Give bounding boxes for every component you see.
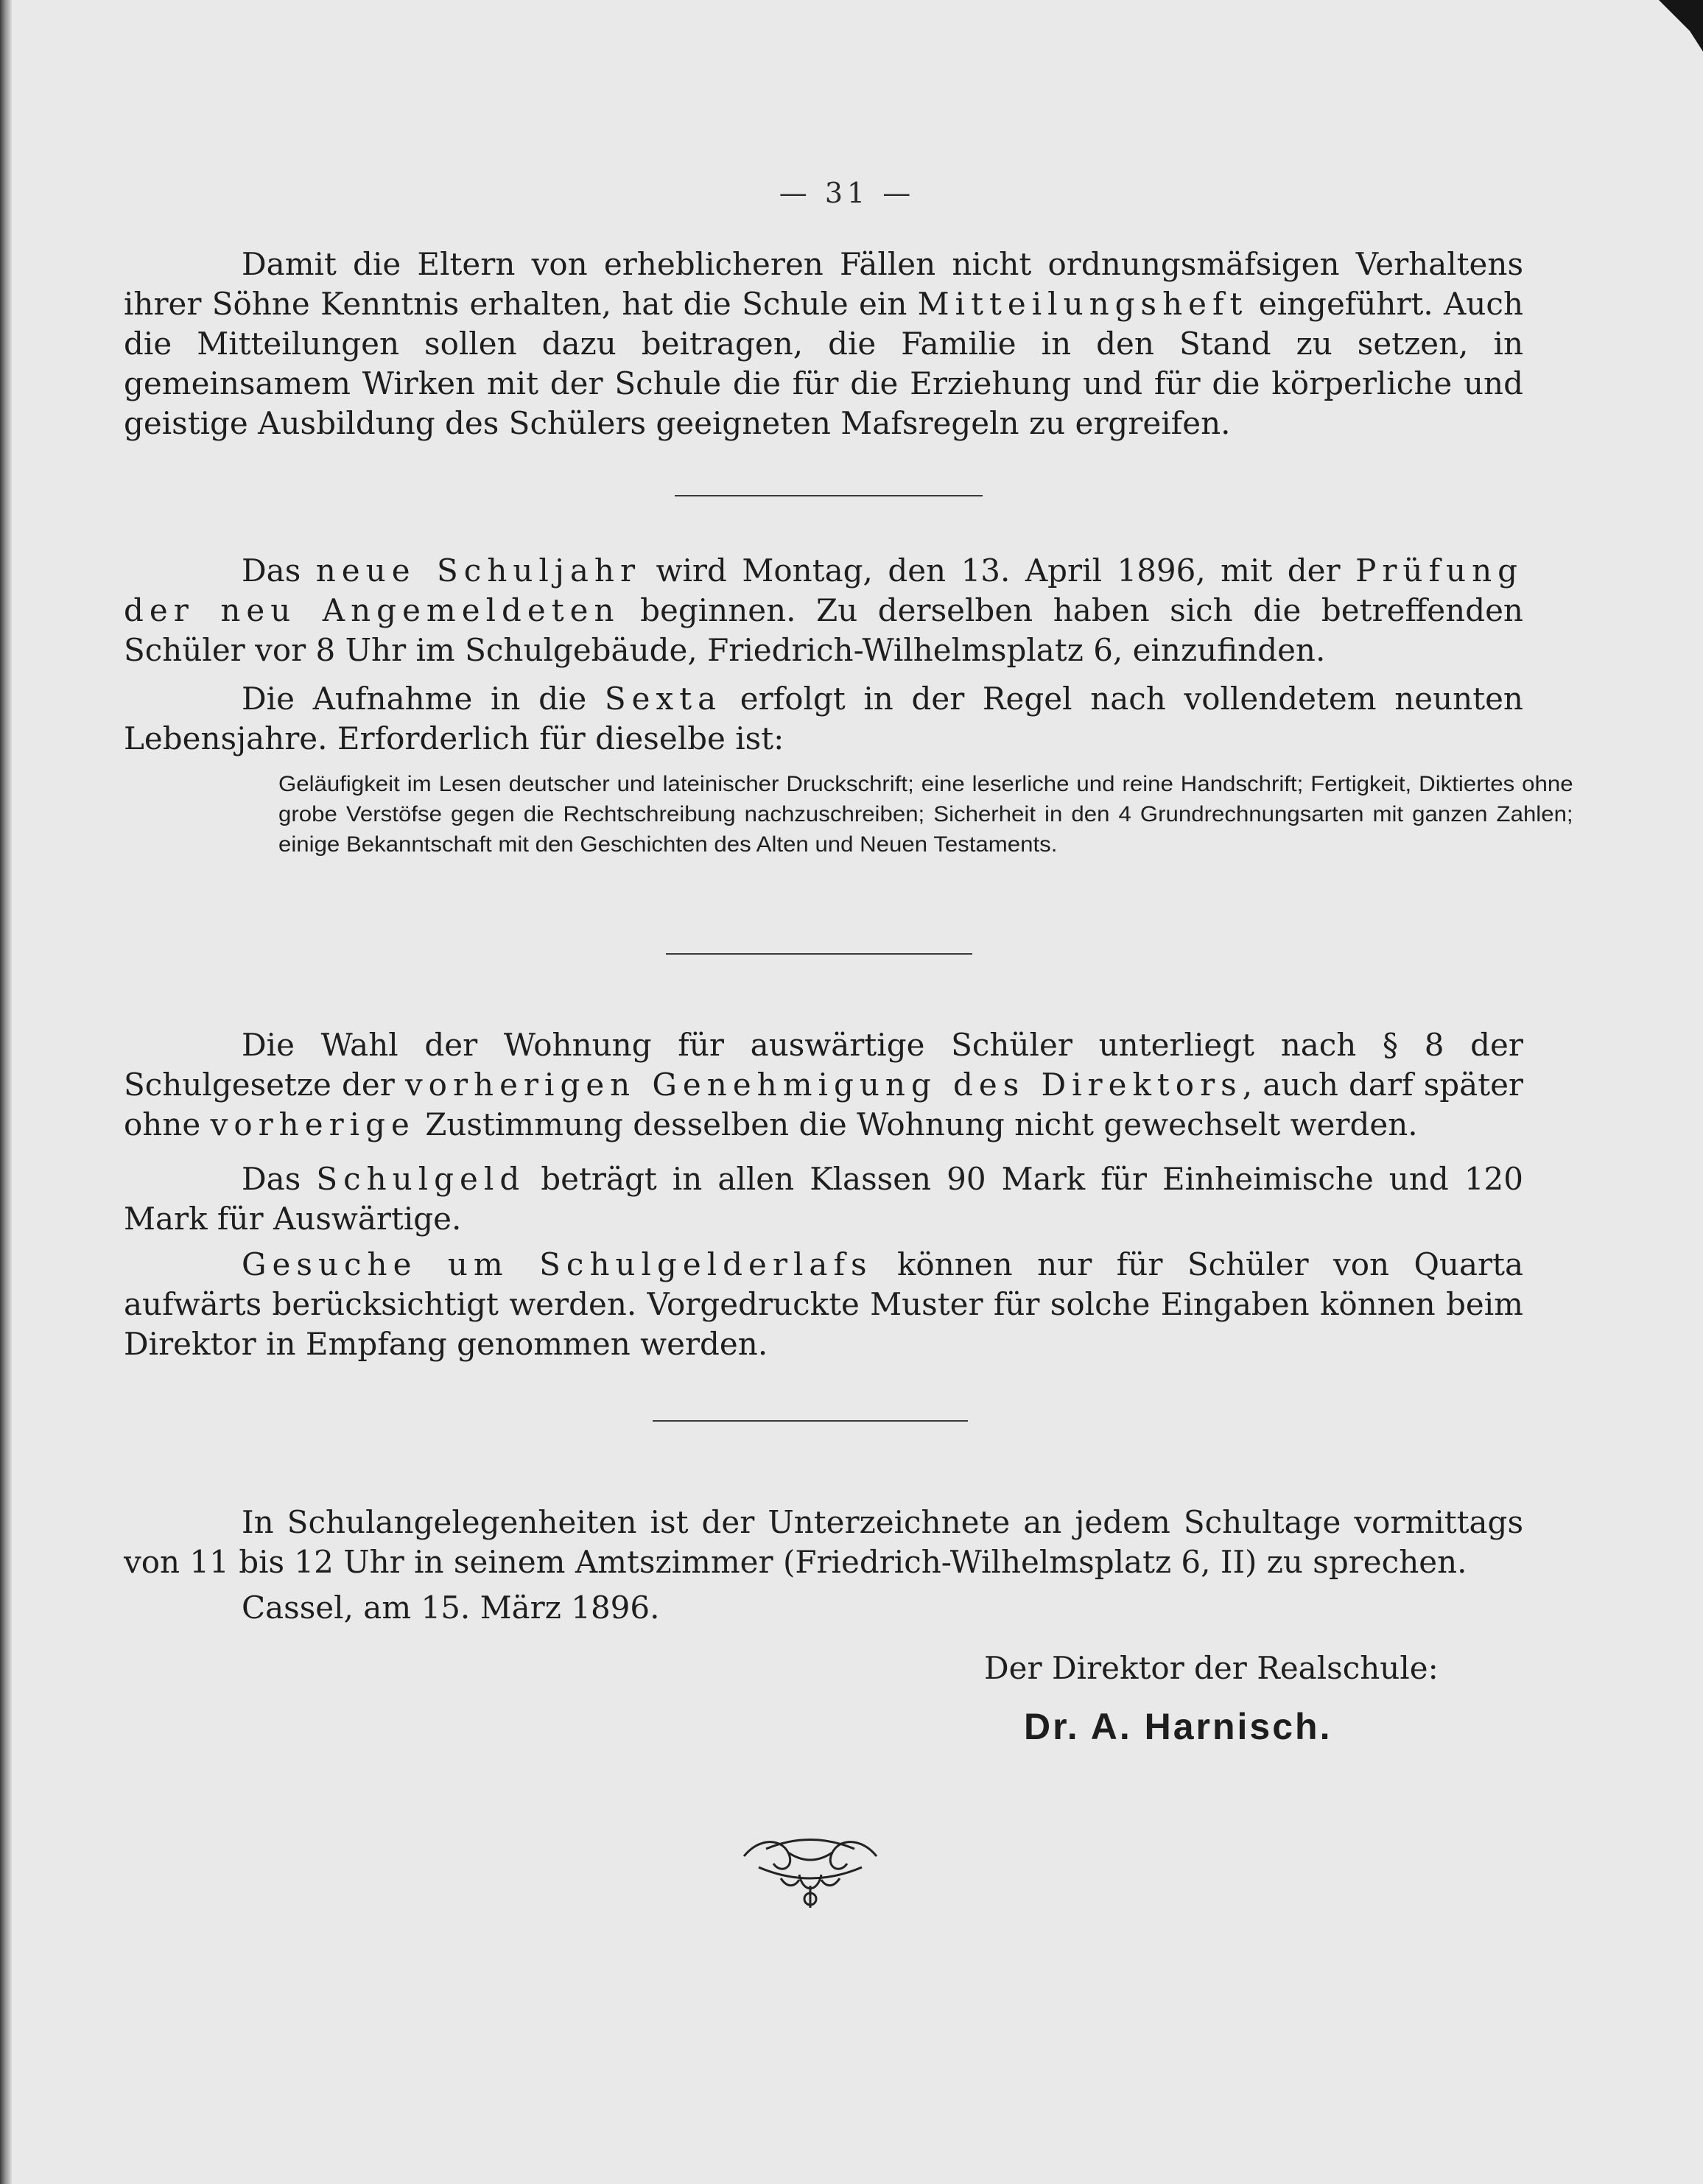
section-divider — [666, 953, 972, 955]
decorative-vignette-icon — [737, 1834, 884, 1915]
signature-title: Der Direktor der Realschule: — [984, 1650, 1439, 1686]
signature-name: Dr. A. Harnisch. — [1024, 1706, 1332, 1747]
section-divider — [653, 1420, 968, 1422]
page-corner — [1659, 0, 1703, 52]
page-binding-edge — [0, 0, 12, 2184]
paragraph-notice-book: Damit die Eltern von erheblicheren Fällen nicht ordnungsmäfsigen Verhaltens ihrer Söhne Kenntnis erhalten, hat die Schule ein Mitteilungsheft eingeführt. Auch die Mitteilungen sollen dazu beitragen, die Familie in den Stand zu setzen, in gemeinsamem Wirken mit der Schule die für die Erziehung und für die körperliche und geistige Ausbildung des Schülers geeigneten Mafsregeln zu ergreifen. — [124, 246, 1523, 441]
page-number: — 31 — — [779, 177, 916, 209]
paragraph-new-school-year: Das neue Schuljahr wird Montag, den 13. April 1896, mit der Prüfung der neu Angemeldeten beginnen. Zu derselben haben sich die betreffenden Schüler vor 8 Uhr im Schulgebäude, Friedrich-Wilhelmsplatz 6, einzufinden. — [124, 552, 1524, 668]
paragraph-fee-waiver: Gesuche um Schulgelderlafs können nur für Schüler von Quarta aufwärts berücksichtigt werden. Vorgedruckte Muster für solche Eingaben können beim Direktor in Empfang genommen werden. — [124, 1246, 1523, 1362]
place-date: Cassel, am 15. März 1896. — [242, 1590, 660, 1626]
paragraph-housing: Die Wahl der Wohnung für auswärtige Schüler unterliegt nach § 8 der Schulgesetze der vorherigen Genehmigung des Direktors, auch darf später ohne vorherige Zustimmung desselben die Wohnung nicht gewechselt werden. — [124, 1027, 1524, 1142]
section-divider — [675, 495, 983, 496]
paragraph-school-fee: Das Schulgeld beträgt in allen Klassen 90 Mark für Einheimische und 120 Mark für Auswärtige. — [124, 1161, 1523, 1237]
paragraph-office-hours: In Schulangelegenheiten ist der Unterzeichnete an jedem Schultage vormittags von 11 bis 12 Uhr in seinem Amtszimmer (Friedrich-Wilhelmsplatz 6, II) zu sprechen. — [124, 1504, 1523, 1580]
paragraph-admission: Die Aufnahme in die Sexta erfolgt in der Regel nach vollendetem neunten Lebensjahre. Erforderlich für dieselbe ist: — [124, 681, 1523, 756]
admission-requirements: Geläufigkeit im Lesen deutscher und lateinischer Druckschrift; eine leserliche und reine Handschrift; Fertigkeit, Diktiertes ohne grobe Verstöfse gegen die Rechtschreibung nachzuschreiben; Sicherheit in den 4 Grundrechnungsarten mit ganzen Zahlen; einige Bekanntschaft mit den Geschichten des Alten und Neuen Testaments. — [278, 772, 1573, 857]
